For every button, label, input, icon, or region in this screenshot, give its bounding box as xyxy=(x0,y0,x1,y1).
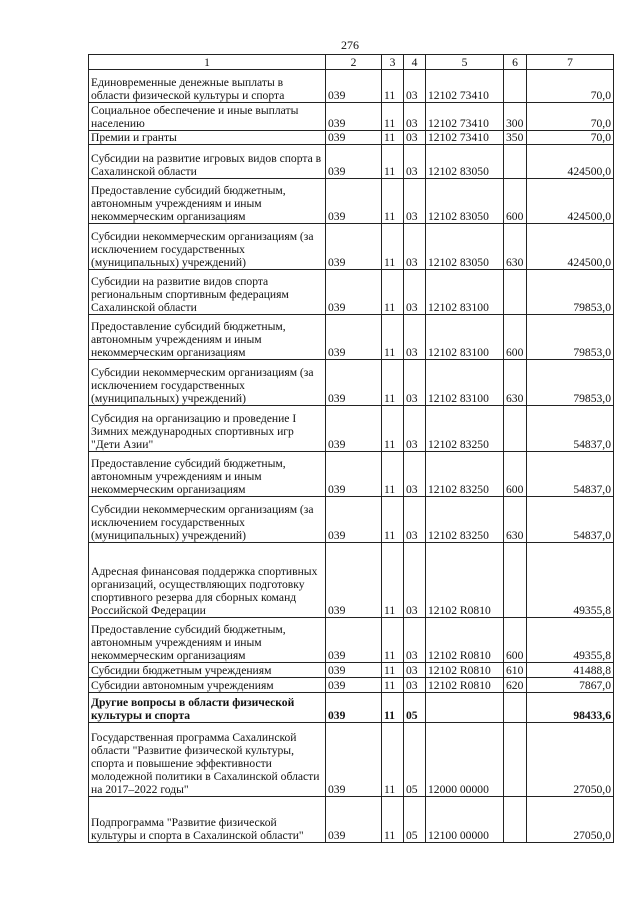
row-name-cell: Субсидии некоммерческим организациям (за исключением государственных (муниципальных) учреждений) xyxy=(89,497,326,543)
target-article-cell xyxy=(426,693,504,723)
table-row xyxy=(89,315,614,360)
column-header: 2 xyxy=(326,55,382,70)
column-header: 1 xyxy=(89,55,326,70)
expense-type-cell: 630 xyxy=(504,497,527,543)
target-article-cell: 12102 R0810 xyxy=(426,663,504,678)
table-row xyxy=(89,663,614,678)
ministry-code-cell: 039 xyxy=(326,723,382,797)
ministry-code-cell: 039 xyxy=(326,618,382,663)
amount-cell: 424500,0 xyxy=(527,179,614,224)
subsection-cell: 03 xyxy=(404,315,426,360)
ministry-code-cell: 039 xyxy=(326,270,382,315)
target-article-cell: 12102 73410 xyxy=(426,103,504,131)
target-article-cell: 12102 R0810 xyxy=(426,618,504,663)
ministry-code-cell: 039 xyxy=(326,678,382,693)
table-row xyxy=(89,270,614,315)
target-article-cell: 12102 R0810 xyxy=(426,543,504,618)
expense-type-cell xyxy=(504,145,527,179)
row-name-cell: Субсидии на развитие видов спорта региональным спортивным федерациям Сахалинской области xyxy=(89,270,326,315)
subsection-cell: 03 xyxy=(404,360,426,406)
subsection-cell: 03 xyxy=(404,270,426,315)
row-name-cell: Субсидии некоммерческим организациям (за исключением государственных (муниципальных) учреждений) xyxy=(89,360,326,406)
amount-cell: 424500,0 xyxy=(527,145,614,179)
subsection-cell: 03 xyxy=(404,131,426,145)
row-name-cell: Другие вопросы в области физической культуры и спорта xyxy=(89,693,326,723)
column-header: 4 xyxy=(404,55,426,70)
row-name-cell: Предоставление субсидий бюджетным, автономным учреждениям и иным некоммерческим организациям xyxy=(89,315,326,360)
table-row xyxy=(89,543,614,618)
subsection-cell: 03 xyxy=(404,70,426,103)
ministry-code-cell: 039 xyxy=(326,693,382,723)
amount-cell: 7867,0 xyxy=(527,678,614,693)
section-cell: 11 xyxy=(382,797,404,843)
ministry-code-cell: 039 xyxy=(326,543,382,618)
ministry-code-cell: 039 xyxy=(326,70,382,103)
subsection-cell: 05 xyxy=(404,797,426,843)
expense-type-cell xyxy=(504,70,527,103)
expense-type-cell: 610 xyxy=(504,663,527,678)
row-name-cell: Предоставление субсидий бюджетным, автономным учреждениям и иным некоммерческим организациям xyxy=(89,452,326,497)
amount-cell: 49355,8 xyxy=(527,618,614,663)
row-name-cell: Социальное обеспечение и иные выплаты населению xyxy=(89,103,326,131)
row-name-cell: Премии и гранты xyxy=(89,131,326,145)
target-article-cell: 12000 00000 xyxy=(426,723,504,797)
row-name-cell: Предоставление субсидий бюджетным, автономным учреждениям и иным некоммерческим организациям xyxy=(89,618,326,663)
expense-type-cell: 300 xyxy=(504,103,527,131)
subsection-cell: 03 xyxy=(404,663,426,678)
subsection-cell: 05 xyxy=(404,693,426,723)
subsection-cell: 03 xyxy=(404,678,426,693)
target-article-cell: 12102 73410 xyxy=(426,70,504,103)
target-article-cell: 12102 83050 xyxy=(426,224,504,270)
row-name-cell: Предоставление субсидий бюджетным, автономным учреждениям и иным некоммерческим организациям xyxy=(89,179,326,224)
expense-type-cell xyxy=(504,543,527,618)
target-article-cell: 12102 83250 xyxy=(426,497,504,543)
subsection-cell: 03 xyxy=(404,452,426,497)
section-cell: 11 xyxy=(382,145,404,179)
target-article-cell: 12102 R0810 xyxy=(426,678,504,693)
table-row xyxy=(89,678,614,693)
amount-cell: 79853,0 xyxy=(527,270,614,315)
column-header: 5 xyxy=(426,55,504,70)
row-name-cell: Адресная финансовая поддержка спортивных организаций, осуществляющих подготовку спортивного резерва для сборных команд Российской Федерации xyxy=(89,543,326,618)
page-number: 276 xyxy=(341,38,359,52)
section-cell: 11 xyxy=(382,179,404,224)
ministry-code-cell: 039 xyxy=(326,131,382,145)
ministry-code-cell: 039 xyxy=(326,360,382,406)
target-article-cell: 12102 83100 xyxy=(426,270,504,315)
section-cell: 11 xyxy=(382,497,404,543)
ministry-code-cell: 039 xyxy=(326,315,382,360)
section-cell: 11 xyxy=(382,543,404,618)
amount-cell: 79853,0 xyxy=(527,315,614,360)
subsection-cell: 03 xyxy=(404,224,426,270)
ministry-code-cell: 039 xyxy=(326,224,382,270)
row-name-cell: Государственная программа Сахалинской области "Развитие физической культуры, спорта и повышение эффективности молодежной политики в Сахалинской области на 2017–2022 годы" xyxy=(89,723,326,797)
target-article-cell: 12102 83100 xyxy=(426,360,504,406)
expense-type-cell: 630 xyxy=(504,360,527,406)
table-row xyxy=(89,797,614,843)
target-article-cell: 12100 00000 xyxy=(426,797,504,843)
amount-cell: 41488,8 xyxy=(527,663,614,678)
row-name-cell: Субсидия на организацию и проведение I Зимних международных спортивных игр "Дети Азии" xyxy=(89,406,326,452)
expense-type-cell: 600 xyxy=(504,315,527,360)
target-article-cell: 12102 83250 xyxy=(426,406,504,452)
column-header: 6 xyxy=(504,55,527,70)
row-name-cell: Субсидии некоммерческим организациям (за исключением государственных (муниципальных) учреждений) xyxy=(89,224,326,270)
amount-cell: 54837,0 xyxy=(527,406,614,452)
table-header-row xyxy=(89,55,614,70)
subsection-cell: 03 xyxy=(404,179,426,224)
ministry-code-cell: 039 xyxy=(326,179,382,224)
section-cell: 11 xyxy=(382,270,404,315)
subsection-cell: 05 xyxy=(404,723,426,797)
expense-type-cell: 600 xyxy=(504,452,527,497)
subsection-cell: 03 xyxy=(404,543,426,618)
ministry-code-cell: 039 xyxy=(326,663,382,678)
target-article-cell: 12102 73410 xyxy=(426,131,504,145)
expense-type-cell: 600 xyxy=(504,618,527,663)
table-body xyxy=(89,70,614,843)
amount-cell: 27050,0 xyxy=(527,723,614,797)
row-name-cell: Подпрограмма "Развитие физической культуры и спорта в Сахалинской области" xyxy=(89,797,326,843)
column-header: 7 xyxy=(527,55,614,70)
subsection-cell: 03 xyxy=(404,145,426,179)
expense-type-cell xyxy=(504,270,527,315)
table-row xyxy=(89,224,614,270)
amount-cell: 79853,0 xyxy=(527,360,614,406)
target-article-cell: 12102 83250 xyxy=(426,452,504,497)
expense-type-cell: 600 xyxy=(504,179,527,224)
section-cell: 11 xyxy=(382,131,404,145)
amount-cell: 70,0 xyxy=(527,103,614,131)
target-article-cell: 12102 83100 xyxy=(426,315,504,360)
ministry-code-cell: 039 xyxy=(326,452,382,497)
expense-type-cell: 620 xyxy=(504,678,527,693)
subsection-cell: 03 xyxy=(404,103,426,131)
subsection-cell: 03 xyxy=(404,618,426,663)
ministry-code-cell: 039 xyxy=(326,145,382,179)
budget-table xyxy=(88,54,614,843)
ministry-code-cell: 039 xyxy=(326,406,382,452)
section-cell: 11 xyxy=(382,452,404,497)
table-row xyxy=(89,179,614,224)
section-cell: 11 xyxy=(382,224,404,270)
column-header: 3 xyxy=(382,55,404,70)
table-row xyxy=(89,723,614,797)
amount-cell: 424500,0 xyxy=(527,224,614,270)
row-name-cell: Единовременные денежные выплаты в области физической культуры и спорта xyxy=(89,70,326,103)
table-row xyxy=(89,497,614,543)
expense-type-cell xyxy=(504,693,527,723)
amount-cell: 54837,0 xyxy=(527,452,614,497)
section-cell: 11 xyxy=(382,618,404,663)
expense-type-cell xyxy=(504,723,527,797)
table-row xyxy=(89,70,614,103)
amount-cell: 70,0 xyxy=(527,131,614,145)
ministry-code-cell: 039 xyxy=(326,497,382,543)
table-row xyxy=(89,103,614,131)
amount-cell: 27050,0 xyxy=(527,797,614,843)
section-cell: 11 xyxy=(382,406,404,452)
section-cell: 11 xyxy=(382,723,404,797)
section-cell: 11 xyxy=(382,663,404,678)
expense-type-cell xyxy=(504,406,527,452)
expense-type-cell: 350 xyxy=(504,131,527,145)
table-row xyxy=(89,145,614,179)
section-cell: 11 xyxy=(382,70,404,103)
section-cell: 11 xyxy=(382,360,404,406)
ministry-code-cell: 039 xyxy=(326,103,382,131)
expense-type-cell: 630 xyxy=(504,224,527,270)
ministry-code-cell: 039 xyxy=(326,797,382,843)
table-row xyxy=(89,693,614,723)
amount-cell: 49355,8 xyxy=(527,543,614,618)
row-name-cell: Субсидии на развитие игровых видов спорта в Сахалинской области xyxy=(89,145,326,179)
target-article-cell: 12102 83050 xyxy=(426,145,504,179)
table-row xyxy=(89,406,614,452)
subsection-cell: 03 xyxy=(404,406,426,452)
table-row xyxy=(89,618,614,663)
table-row xyxy=(89,360,614,406)
row-name-cell: Субсидии автономным учреждениям xyxy=(89,678,326,693)
expense-type-cell xyxy=(504,797,527,843)
table-row xyxy=(89,131,614,145)
amount-cell: 98433,6 xyxy=(527,693,614,723)
section-cell: 11 xyxy=(382,693,404,723)
row-name-cell: Субсидии бюджетным учреждениям xyxy=(89,663,326,678)
table-row xyxy=(89,452,614,497)
subsection-cell: 03 xyxy=(404,497,426,543)
target-article-cell: 12102 83050 xyxy=(426,179,504,224)
amount-cell: 54837,0 xyxy=(527,497,614,543)
section-cell: 11 xyxy=(382,103,404,131)
amount-cell: 70,0 xyxy=(527,70,614,103)
section-cell: 11 xyxy=(382,678,404,693)
section-cell: 11 xyxy=(382,315,404,360)
